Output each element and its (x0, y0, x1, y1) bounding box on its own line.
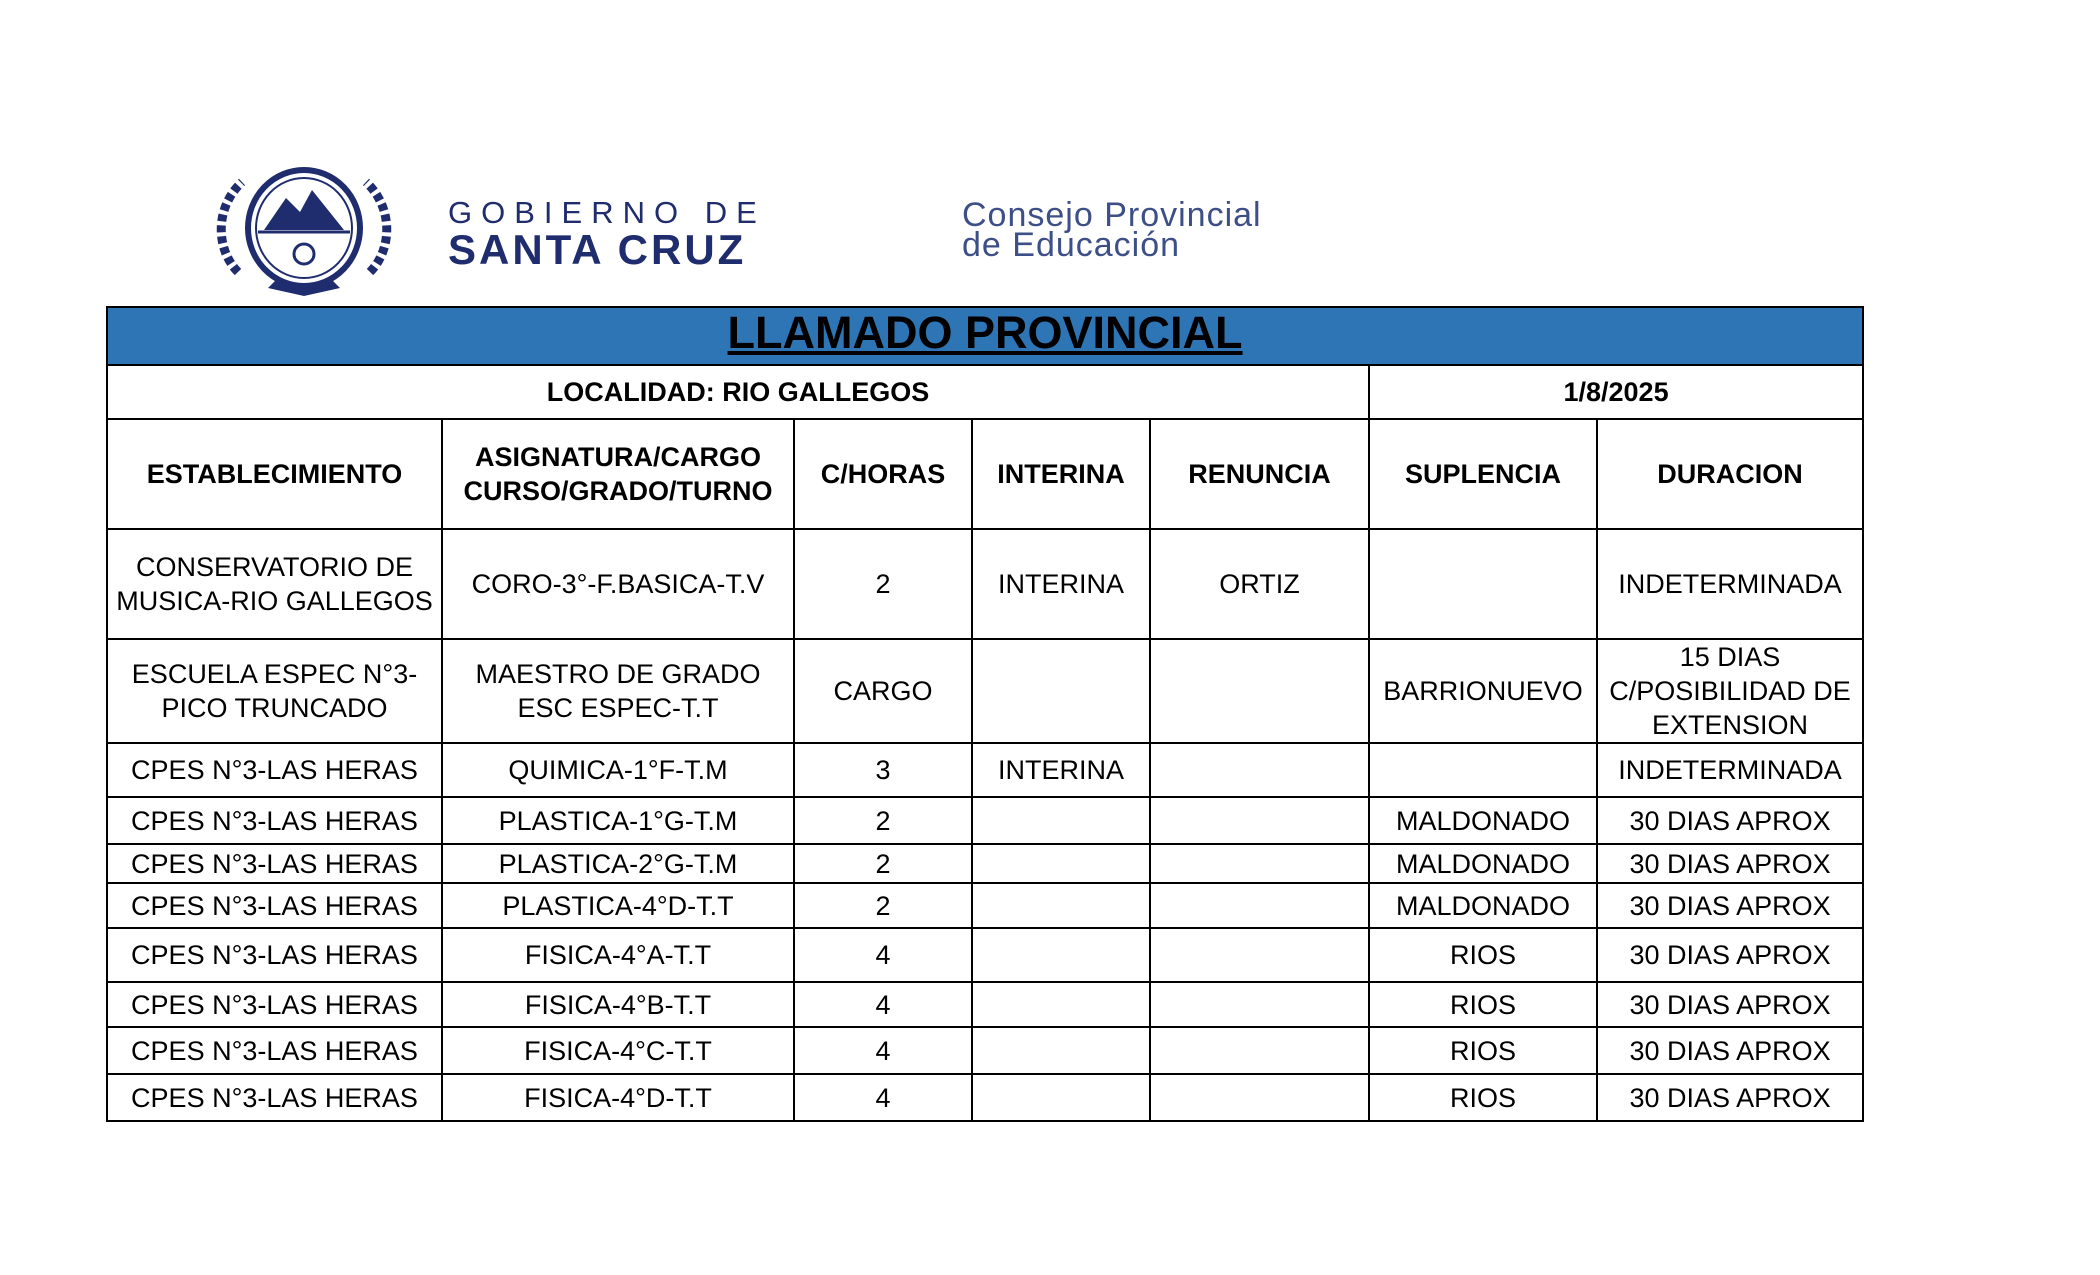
col-header-renuncia: RENUNCIA (1150, 419, 1369, 529)
cell-horas: 4 (794, 982, 972, 1027)
cell-interina (972, 928, 1150, 982)
cell-establecimiento: CPES N°3-LAS HERAS (107, 982, 442, 1027)
cell-establecimiento: CPES N°3-LAS HERAS (107, 844, 442, 883)
cell-interina (972, 982, 1150, 1027)
table-row (107, 639, 1863, 743)
cell-establecimiento: ESCUELA ESPEC N°3- PICO TRUNCADO (107, 639, 442, 743)
table-row (107, 844, 1863, 883)
cell-suplencia (1369, 743, 1597, 797)
cell-asignatura: FISICA-4°C-T.T (442, 1027, 794, 1074)
cell-establecimiento: CPES N°3-LAS HERAS (107, 1074, 442, 1121)
col-header-asignatura: ASIGNATURA/CARGO CURSO/GRADO/TURNO (442, 419, 794, 529)
table-row (107, 883, 1863, 928)
cell-duracion: 30 DIAS APROX (1597, 1074, 1863, 1121)
cell-interina (972, 639, 1150, 743)
council-line-1: Consejo Provincial (962, 196, 1262, 234)
cell-suplencia: RIOS (1369, 928, 1597, 982)
locality-row (107, 365, 1863, 419)
cell-duracion: 30 DIAS APROX (1597, 797, 1863, 844)
cell-duracion: 30 DIAS APROX (1597, 928, 1863, 982)
table-row (107, 982, 1863, 1027)
cell-establecimiento: CONSERVATORIO DE MUSICA-RIO GALLEGOS (107, 529, 442, 639)
cell-interina (972, 1027, 1150, 1074)
cell-renuncia (1150, 743, 1369, 797)
cell-renuncia (1150, 1027, 1369, 1074)
table-row (107, 1027, 1863, 1074)
gobierno-santa-cruz-logo (448, 195, 766, 273)
cell-horas: 3 (794, 743, 972, 797)
cell-asignatura: PLASTICA-2°G-T.M (442, 844, 794, 883)
table-row (107, 797, 1863, 844)
logo-line-2: SANTA CRUZ (448, 226, 747, 273)
cell-establecimiento: CPES N°3-LAS HERAS (107, 797, 442, 844)
cell-suplencia (1369, 529, 1597, 639)
cell-suplencia: RIOS (1369, 1027, 1597, 1074)
cell-suplencia: RIOS (1369, 1074, 1597, 1121)
col-header-duracion: DURACION (1597, 419, 1863, 529)
cell-horas: 2 (794, 529, 972, 639)
col-header-horas: C/HORAS (794, 419, 972, 529)
col-header-interina: INTERINA (972, 419, 1150, 529)
cell-asignatura: FISICA-4°D-T.T (442, 1074, 794, 1121)
cell-duracion: 30 DIAS APROX (1597, 883, 1863, 928)
llamado-table (106, 306, 1864, 1122)
consejo-provincial-logo (962, 196, 1262, 264)
table-row (107, 1074, 1863, 1121)
cell-duracion: 30 DIAS APROX (1597, 1027, 1863, 1074)
cell-duracion: INDETERMINADA (1597, 529, 1863, 639)
cell-renuncia (1150, 844, 1369, 883)
cell-asignatura: PLASTICA-1°G-T.M (442, 797, 794, 844)
cell-duracion: 15 DIAS C/POSIBILIDAD DE EXTENSION (1597, 639, 1863, 743)
banner-row (107, 307, 1863, 365)
cell-horas: 2 (794, 797, 972, 844)
cell-interina (972, 1074, 1150, 1121)
cell-asignatura: CORO-3°-F.BASICA-T.V (442, 529, 794, 639)
cell-renuncia (1150, 797, 1369, 844)
cell-horas: 4 (794, 1027, 972, 1074)
cell-suplencia: MALDONADO (1369, 883, 1597, 928)
date-label: 1/8/2025 (1369, 365, 1863, 419)
cell-renuncia (1150, 639, 1369, 743)
cell-establecimiento: CPES N°3-LAS HERAS (107, 928, 442, 982)
cell-suplencia: RIOS (1369, 982, 1597, 1027)
cell-renuncia (1150, 1074, 1369, 1121)
cell-establecimiento: CPES N°3-LAS HERAS (107, 743, 442, 797)
page-title: LLAMADO PROVINCIAL (727, 307, 1243, 358)
cell-interina: INTERINA (972, 743, 1150, 797)
cell-interina (972, 883, 1150, 928)
col-header-suplencia: SUPLENCIA (1369, 419, 1597, 529)
cell-renuncia (1150, 883, 1369, 928)
cell-interina: INTERINA (972, 529, 1150, 639)
cell-suplencia: MALDONADO (1369, 844, 1597, 883)
cell-asignatura: FISICA-4°B-T.T (442, 982, 794, 1027)
cell-horas: CARGO (794, 639, 972, 743)
logo-line-1: GOBIERNO DE (448, 195, 766, 230)
cell-horas: 4 (794, 1074, 972, 1121)
header-row (107, 419, 1863, 529)
cell-duracion: 30 DIAS APROX (1597, 982, 1863, 1027)
cell-renuncia (1150, 982, 1369, 1027)
cell-renuncia (1150, 928, 1369, 982)
santa-cruz-seal-logo (208, 160, 400, 302)
cell-horas: 4 (794, 928, 972, 982)
cell-duracion: 30 DIAS APROX (1597, 844, 1863, 883)
cell-horas: 2 (794, 844, 972, 883)
cell-suplencia: BARRIONUEVO (1369, 639, 1597, 743)
table-row (107, 529, 1863, 639)
cell-establecimiento: CPES N°3-LAS HERAS (107, 883, 442, 928)
table-row (107, 928, 1863, 982)
council-line-2: de Educación (962, 226, 1181, 264)
table-row (107, 743, 1863, 797)
cell-asignatura: FISICA-4°A-T.T (442, 928, 794, 982)
locality-label: LOCALIDAD: RIO GALLEGOS (107, 365, 1369, 419)
cell-suplencia: MALDONADO (1369, 797, 1597, 844)
cell-duracion: INDETERMINADA (1597, 743, 1863, 797)
cell-horas: 2 (794, 883, 972, 928)
cell-asignatura: QUIMICA-1°F-T.M (442, 743, 794, 797)
col-header-establecimiento: ESTABLECIMIENTO (107, 419, 442, 529)
cell-interina (972, 797, 1150, 844)
cell-establecimiento: CPES N°3-LAS HERAS (107, 1027, 442, 1074)
cell-renuncia: ORTIZ (1150, 529, 1369, 639)
cell-asignatura: MAESTRO DE GRADO ESC ESPEC-T.T (442, 639, 794, 743)
cell-interina (972, 844, 1150, 883)
cell-asignatura: PLASTICA-4°D-T.T (442, 883, 794, 928)
